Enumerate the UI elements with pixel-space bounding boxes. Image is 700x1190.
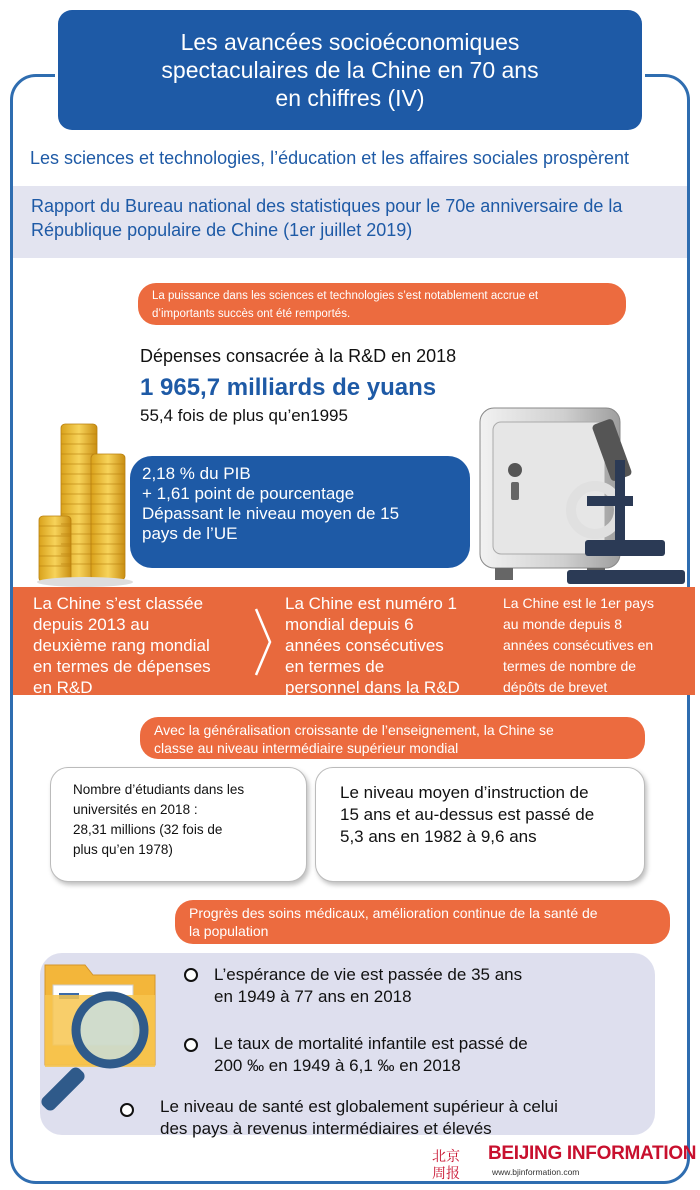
rank-rd-personnel: La Chine est numéro 1 mondial depuis 6 années consécutives en termes de personnel dans la R&D <box>285 594 460 697</box>
gdp-card-text: 2,18 % du PIB + 1,61 point de pourcentage Dépassant le niveau moyen de 15 pays de l’UE <box>142 464 400 543</box>
beijing-review-logo-icon <box>432 1146 484 1180</box>
education-level-text: Le niveau moyen d’instruction de 15 ans et au-dessus est passé de 5,3 ans en 1982 à 9,6 ans <box>340 783 595 846</box>
science-banner-text: La puissance dans les sciences et technologies s’est notablement accrue et d’importants succès ont été remportés. <box>152 290 539 320</box>
gdp-card <box>130 456 470 568</box>
chevron-right-icon <box>253 607 273 677</box>
education-banner-text: Avec la généralisation croissante de l’enseignement, la Chine se classe au niveau intermédiaire supérieur mondial <box>154 722 554 756</box>
source-text: Rapport du Bureau national des statistiques pour le 70e anniversaire de la République populaire de Chine (1er juillet 2019) <box>31 196 623 240</box>
health-banner <box>175 900 670 944</box>
page-title: Les avancées socioéconomiques spectaculaires de la Chine en 70 ans en chiffres (IV) <box>161 29 539 111</box>
life-expectancy: L’espérance de vie est passée de 35 ans en 1949 à 77 ans en 2018 <box>214 965 523 1006</box>
title-box <box>58 10 642 130</box>
bullet-icon <box>184 1038 198 1052</box>
health-level: Le niveau de santé est globalement supérieur à celui des pays à revenus intermédiaires et élevés <box>160 1097 558 1138</box>
rd-title: Dépenses consacrée à la R&D en 2018 <box>140 346 457 366</box>
education-banner <box>140 717 645 759</box>
source-band <box>13 186 687 258</box>
students-card <box>50 767 307 882</box>
safe-microscope-icon <box>475 400 685 588</box>
logo-url: www.bjinformation.com <box>492 1167 580 1177</box>
rank-rd-expense: La Chine s’est classée depuis 2013 au deuxième rang mondial en termes de dépenses en R&D <box>33 594 211 697</box>
infant-mortality: Le taux de mortalité infantile est passé de 200 ‰ en 1949 à 6,1 ‰ en 2018 <box>214 1034 528 1075</box>
svg-text:周报: 周报 <box>432 1166 460 1180</box>
education-level-card <box>315 767 645 882</box>
coins-icon <box>35 420 135 588</box>
bullet-icon <box>184 968 198 982</box>
bullet-icon <box>120 1103 134 1117</box>
students-text: Nombre d’étudiants dans les universités en 2018 : 28,31 millions (32 fois de plus qu’en 1978) <box>73 782 245 857</box>
rd-times: 55,4 fois de plus qu’en1995 <box>140 406 348 425</box>
science-banner <box>138 283 626 325</box>
rank-patents: La Chine est le 1er pays au monde depuis 8 années consécutives en termes de nombre de dépôts de brevet <box>503 595 654 695</box>
page-subtitle: Les sciences et technologies, l’éducation et les affaires sociales prospèrent <box>30 148 630 168</box>
rd-value: 1 965,7 milliards de yuans <box>140 374 437 401</box>
logo-name: BEIJING INFORMATION <box>488 1143 697 1164</box>
health-banner-text: Progrès des soins médicaux, amélioration continue de la santé de la population <box>189 905 598 939</box>
ranking-band <box>13 587 695 695</box>
svg-text:北京: 北京 <box>432 1149 460 1165</box>
